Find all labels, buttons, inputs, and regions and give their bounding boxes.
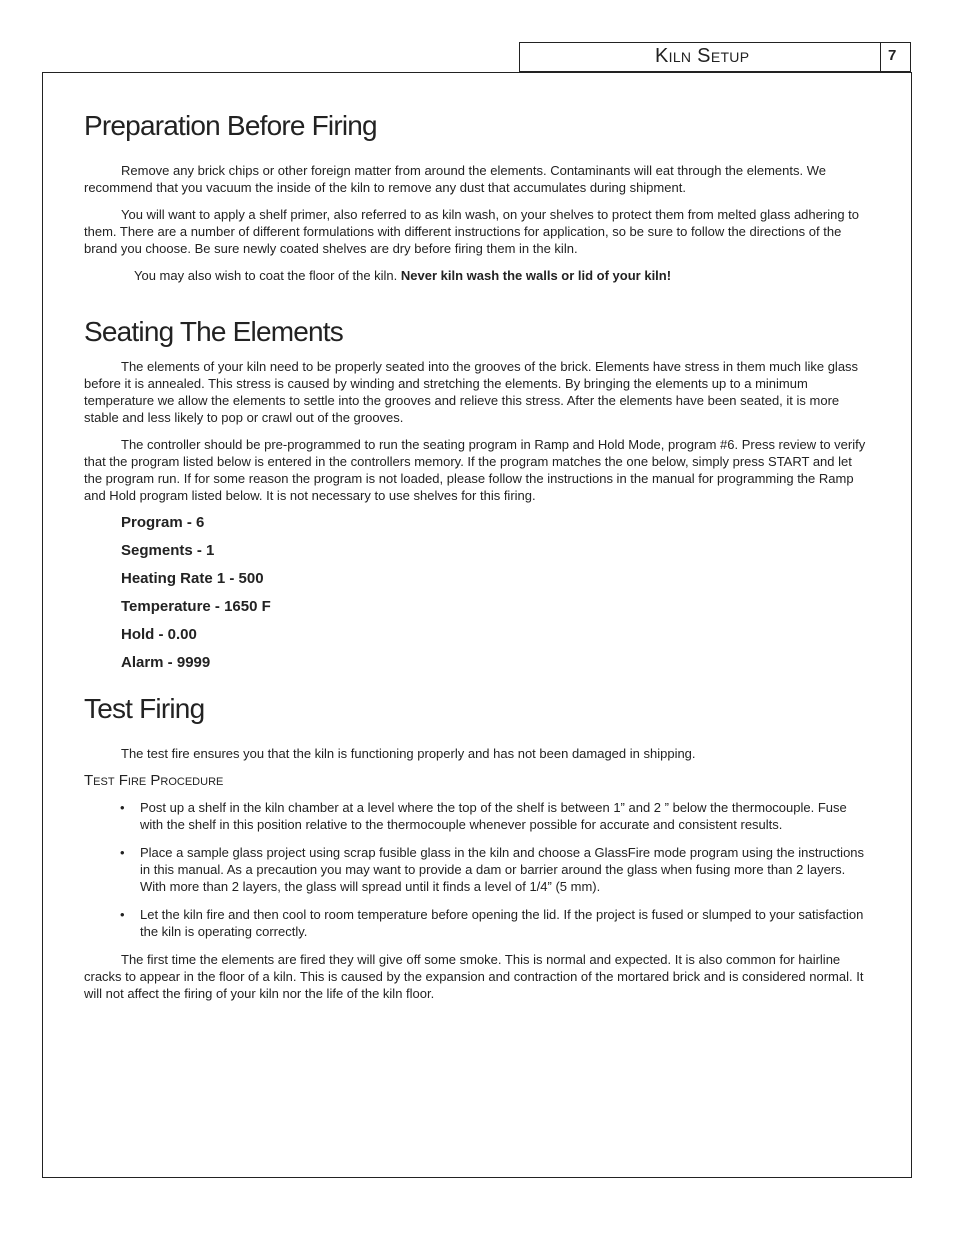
- preparation-paragraph-1: Remove any brick chips or other foreign matter from around the elements. Contaminants will eat through the elements. We recommend that you vacuum the inside of the kiln to remove any dust that accumulates during shipment.: [84, 163, 826, 195]
- seating-paragraph-1: The elements of your kiln need to be properly seated into the grooves of the brick. Elements have stress in them much like glass before it is annealed. This stress is caused by winding and stretching the elements. By bringing the elements up to a minimum temperature we allow the elements to settle into the grooves and relieve this stress. After the elements have been seated, it is more stable and less likely to pop or crawl out of the grooves.: [84, 359, 859, 425]
- seating-paragraph-2: The controller should be pre-programmed to run the seating program in Ramp and Hold Mode, program #6. Press review to verify that the program listed below is entered in the controllers memory. If the program matches the one below, simply press START and let the program run. If for some reason the program is not loaded, please follow the instructions in the manual for programming the Ramp and Hold program listed below. It is not necessary to use shelves for this firing.: [84, 437, 866, 503]
- kiln-wash-warning: Never kiln wash the walls or lid of your kiln!: [400, 268, 672, 283]
- program-spec: Hold - 0.00: [121, 626, 197, 643]
- program-spec: Program - 6: [121, 514, 205, 531]
- bullet-icon: •: [120, 845, 125, 860]
- preparation-heading: Preparation Before Firing: [84, 110, 377, 141]
- list-item-text: Place a sample glass project using scrap fusible glass in the kiln and choose a GlassFire mode program using the instructions in this manual. As a precaution you may want to provide a dam or barrier around the glass when fusing more than 2 layers. With more than 2 layers, the glass will spread until it finds a level of 1/4” (5 mm).: [140, 845, 865, 894]
- section-header: [519, 42, 911, 72]
- test-fire-procedure-heading: Test Fire Procedure: [84, 772, 224, 789]
- list-item-text: Post up a shelf in the kiln chamber at a level where the top of the shelf is between 1” and 2 ” below the thermocouple. Fuse with the shelf in this position relative to the thermocouple whenever possible for accurate and consistent results.: [140, 800, 847, 832]
- program-spec: Segments - 1: [121, 542, 215, 559]
- preparation-paragraph-2: You will want to apply a shelf primer, also referred to as kiln wash, on your shelves to protect them from melted glass adhering to them. There are a number of different formulations with different instructions for application, so be sure to follow the directions of the brand you choose. Be sure newly coated shelves are dry before firing them in the kiln.: [84, 207, 859, 256]
- test-firing-heading: Test Firing: [84, 693, 205, 724]
- page-content: [84, 110, 870, 1012]
- program-spec: Alarm - 9999: [121, 654, 211, 671]
- preparation-paragraph-3: [84, 267, 870, 284]
- list-item: [84, 844, 870, 895]
- test-firing-paragraph-2: The first time the elements are fired they will give off some smoke. This is normal and expected. It is also common for hairline cracks to appear in the floor of a kiln. This is caused by the expansion and contraction of the mortared brick and is considered normal. It will not affect the firing of your kiln nor the life of the kiln floor.: [84, 952, 864, 1001]
- section-title: Kiln Setup: [655, 45, 750, 67]
- list-item: [84, 799, 870, 833]
- preparation-paragraph-3-text: You may also wish to coat the floor of the kiln.: [134, 268, 401, 283]
- bullet-icon: •: [120, 907, 125, 922]
- page-number: 7: [888, 47, 897, 64]
- list-item-text: Let the kiln fire and then cool to room temperature before opening the lid. If the project is fused or slumped to your satisfaction the kiln is operating correctly.: [140, 907, 864, 939]
- header-divider: [880, 43, 881, 71]
- seating-program-list: [84, 514, 870, 671]
- list-item: [84, 906, 870, 940]
- preparation-section: [84, 110, 870, 284]
- seating-heading: Seating The Elements: [84, 316, 343, 347]
- bullet-icon: •: [120, 800, 125, 815]
- test-firing-paragraph-1: The test fire ensures you that the kiln is functioning properly and has not been damaged in shipping.: [121, 746, 696, 761]
- seating-section: [84, 316, 870, 671]
- program-spec: Temperature - 1650 F: [121, 598, 271, 615]
- program-spec: Heating Rate 1 - 500: [121, 570, 264, 587]
- test-firing-section: [84, 693, 870, 1002]
- test-fire-procedure-list: [84, 799, 870, 940]
